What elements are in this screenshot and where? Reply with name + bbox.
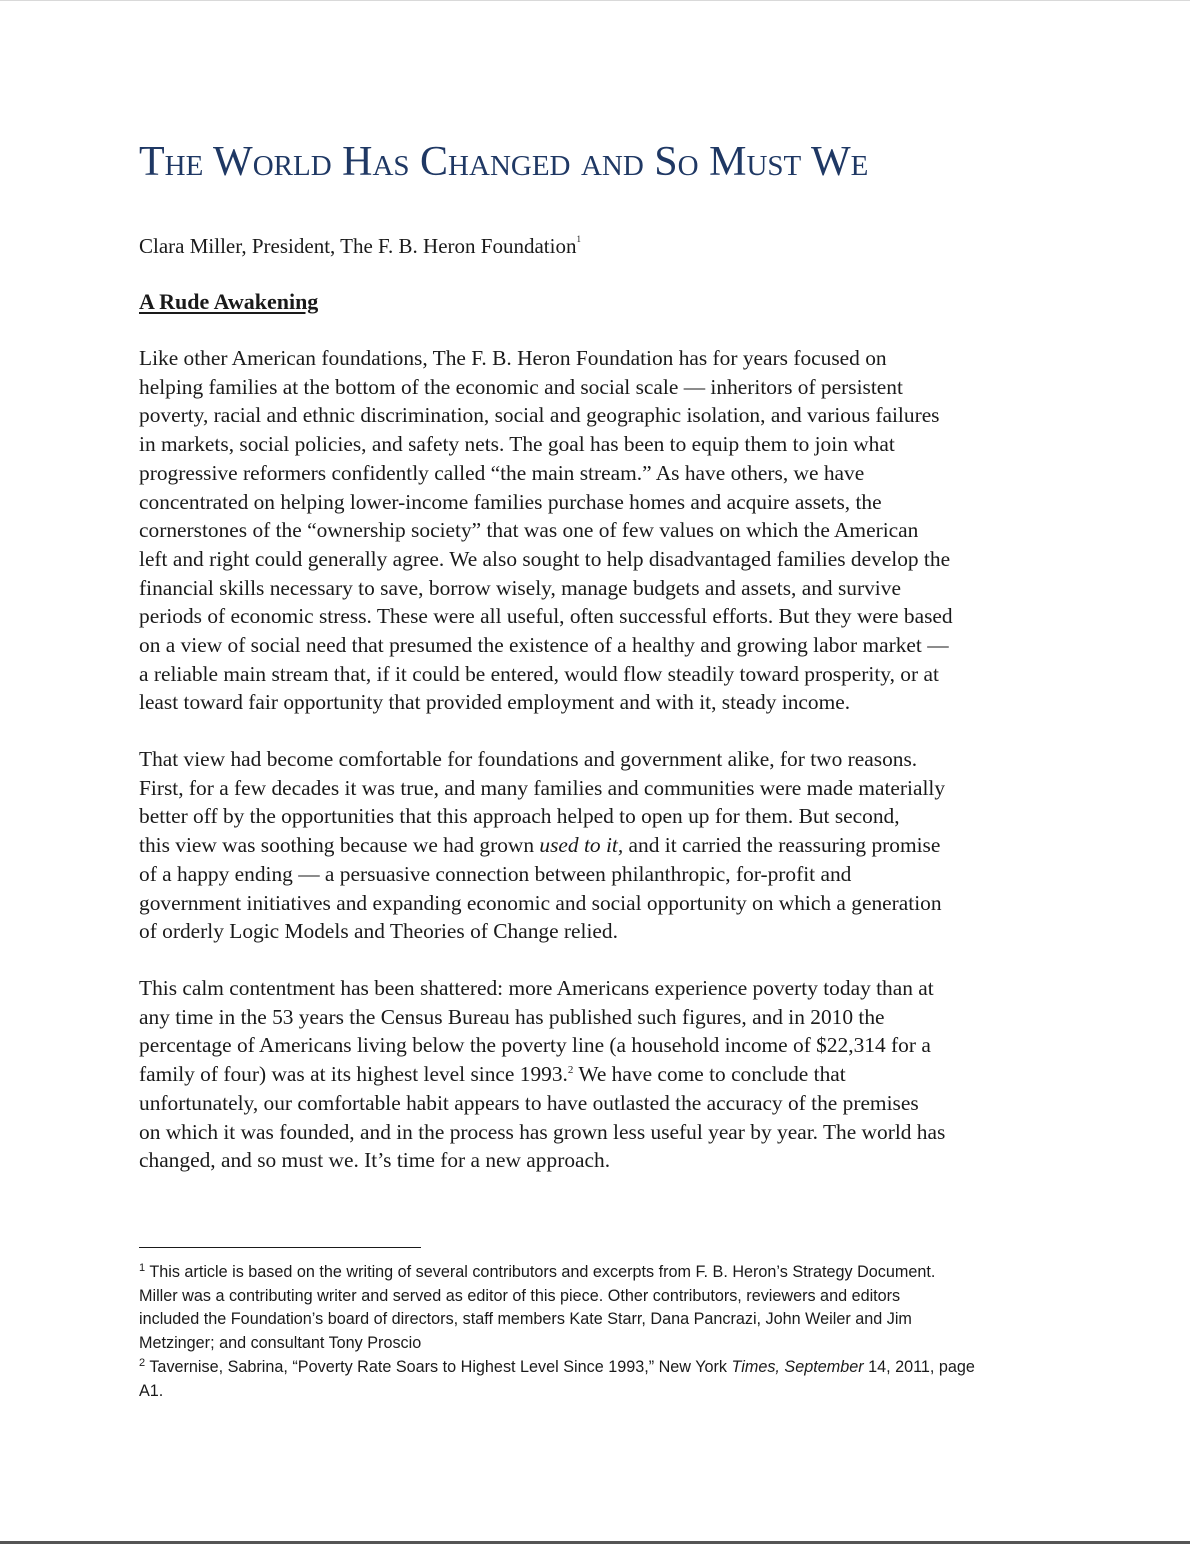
paragraph-line: unfortunately, our comfortable habit appears to have outlasted the accuracy of the premises xyxy=(139,1090,919,1115)
paragraph-line: percentage of Americans living below the poverty line (a household income of $22,314 for a xyxy=(139,1033,931,1058)
footnote-2-line xyxy=(139,1356,1054,1380)
paragraph-line: cornerstones of the “ownership society” that was one of few values on which the American xyxy=(139,518,919,543)
paragraph-line: Like other American foundations, The F. B. Heron Foundation has for years focused on xyxy=(139,346,887,370)
paragraph-3 xyxy=(139,974,1054,1175)
paragraph-text: family of four) was at its highest level since 1993. xyxy=(139,1062,568,1087)
paragraph-line: changed, and so must we. It’s time for a new approach. xyxy=(139,1148,611,1173)
paragraph-line: better off by the opportunities that this approach helped to open up for them. But second, xyxy=(139,804,900,829)
paragraph-2 xyxy=(139,745,1054,946)
paragraph-text: this view was soothing because we had grown xyxy=(139,833,540,858)
paragraph-line: on a view of social need that presumed the existence of a healthy and growing labor market — xyxy=(139,633,949,658)
paragraph-text: and it carried the reassuring promise xyxy=(623,833,941,858)
footnote-1-line: included the Foundation’s board of directors, staff members Kate Starr, Dana Pancrazi, John Weiler and Jim xyxy=(139,1310,912,1329)
paragraph-line: any time in the 53 years the Census Bureau has published such figures, and in 2010 the xyxy=(139,1004,885,1029)
paragraph-line xyxy=(139,831,1054,860)
paragraph-line: left and right could generally agree. We also sought to help disadvantaged families develop the xyxy=(139,546,951,571)
author-byline xyxy=(139,232,581,260)
footnote-2-line: A1. xyxy=(139,1381,164,1400)
paragraph-line: least toward fair opportunity that provided employment and with it, steady income. xyxy=(139,690,851,715)
footnote-1-line xyxy=(139,1261,1054,1285)
paragraph-line xyxy=(139,1060,1054,1089)
paragraph-line: of orderly Logic Models and Theories of Change relied. xyxy=(139,919,618,944)
paragraph-line: on which it was founded, and in the process has grown less useful year by year. The world has xyxy=(139,1119,946,1144)
footnote-1-line: Metzinger; and consultant Tony Proscio xyxy=(139,1334,422,1353)
footnote-separator xyxy=(139,1247,421,1248)
footnote-2-number: 2 xyxy=(139,1356,146,1369)
paragraph-line: This calm contentment has been shattered: more Americans experience poverty today than at xyxy=(139,976,934,1000)
paragraph-line: government initiatives and expanding economic and social opportunity on which a generation xyxy=(139,890,942,915)
paragraph-line: in markets, social policies, and safety nets. The goal has been to equip them to join what xyxy=(139,432,895,457)
paragraph-line: poverty, racial and ethnic discrimination, social and geographic isolation, and various failures xyxy=(139,403,940,428)
paragraph-line: First, for a few decades it was true, and many families and communities were made materially xyxy=(139,775,946,800)
paragraph-line: helping families at the bottom of the economic and social scale — inheritors of persistent xyxy=(139,374,903,399)
footnote-text: This article is based on the writing of several contributors and excerpts from F. B. Heron’s Strategy Document. xyxy=(149,1263,936,1281)
paragraph-line: That view had become comfortable for foundations and government alike, for two reasons. xyxy=(139,747,918,771)
paragraph-line: a reliable main stream that, if it could be entered, would flow steadily toward prosperity, or at xyxy=(139,661,939,686)
page-top-edge xyxy=(0,0,1190,1)
footnote-text: Tavernise, Sabrina, “Poverty Rate Soars to Highest Level Since 1993,” New York xyxy=(149,1357,732,1376)
footnote-ref-2[interactable]: 2 xyxy=(567,1064,574,1077)
paragraph-line: progressive reformers confidently called “the main stream.” As have others, we have xyxy=(139,460,865,485)
page-title: The World Has Changed and So Must We xyxy=(139,139,869,185)
paragraph-line: financial skills necessary to save, borrow wisely, manage budgets and assets, and survive xyxy=(139,575,901,600)
footnote-1-number: 1 xyxy=(139,1262,146,1274)
footnote-1-line: Miller was a contributing writer and served as editor of this piece. Other contributors, reviewers and editors xyxy=(139,1286,901,1305)
section-heading: A Rude Awakening xyxy=(139,289,319,314)
footnote-ref-1[interactable]: 1 xyxy=(576,234,581,244)
paragraph-text: We have come to conclude that xyxy=(573,1062,846,1087)
paragraph-1 xyxy=(139,344,1054,717)
footnotes xyxy=(139,1261,1054,1403)
footnote-text: 14, 2011, page xyxy=(863,1357,975,1376)
paragraph-line: of a happy ending — a persuasive connection between philanthropic, for-profit and xyxy=(139,861,852,886)
paragraph-line: periods of economic stress. These were all useful, often successful efforts. But they were based xyxy=(139,604,953,629)
emphasis-text: Times, September xyxy=(731,1357,864,1376)
emphasis-text: used to it, xyxy=(539,833,624,858)
paragraph-line: concentrated on helping lower-income families purchase homes and acquire assets, the xyxy=(139,489,882,514)
author-byline-text: Clara Miller, President, The F. B. Heron Foundation xyxy=(139,234,577,258)
